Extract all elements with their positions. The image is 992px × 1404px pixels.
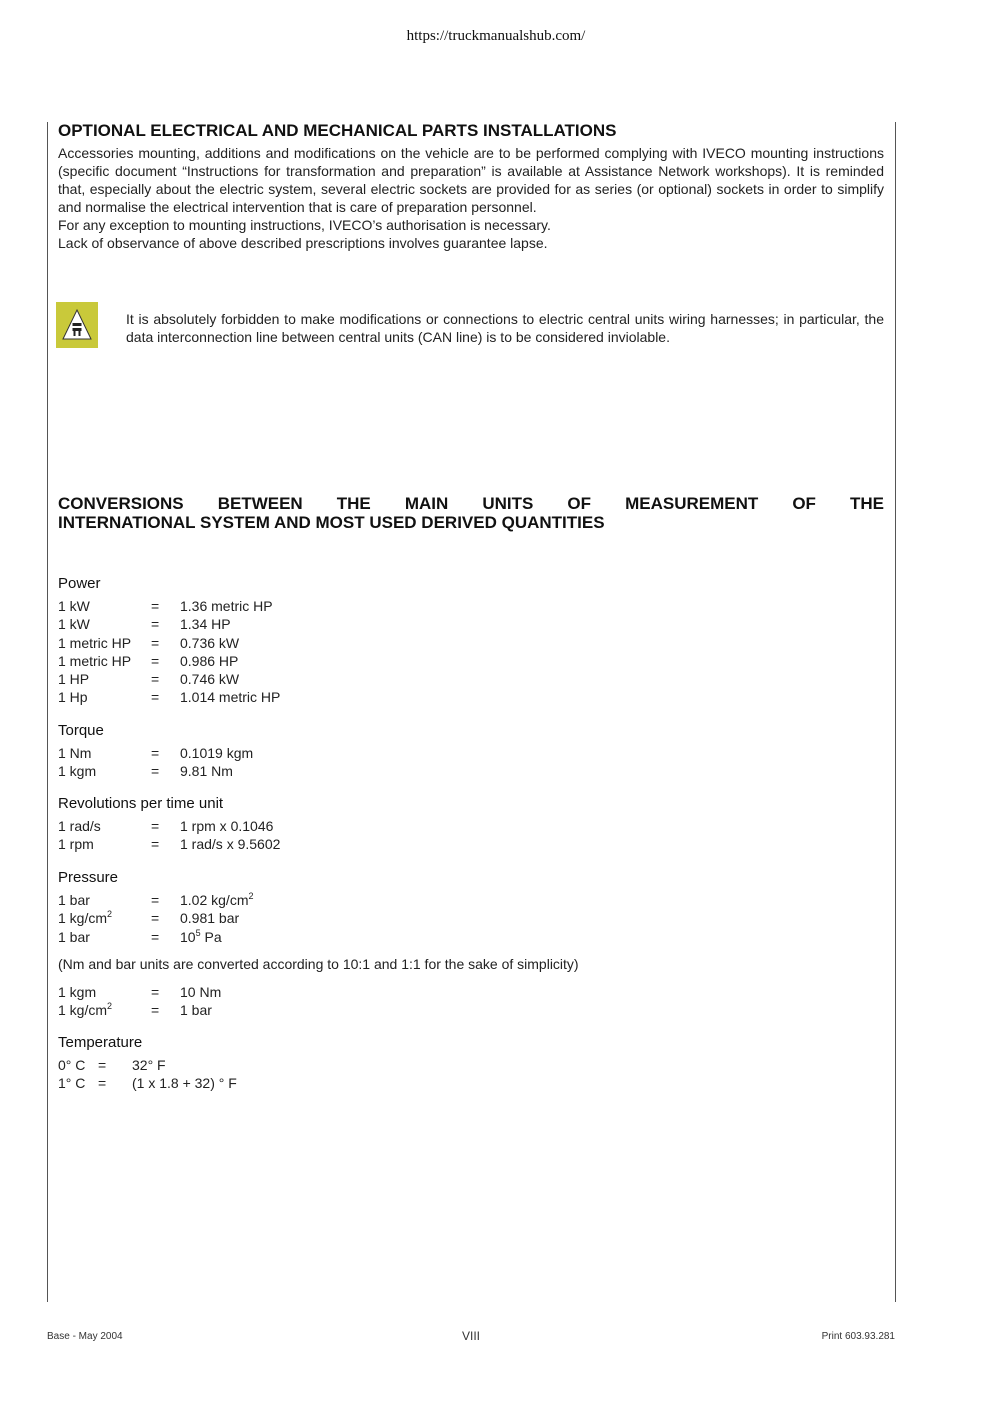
right-value: 0.986 HP <box>180 652 239 669</box>
conversion-row <box>58 615 280 633</box>
page-number: VIII <box>461 1329 480 1343</box>
equals-sign: = <box>151 763 160 780</box>
section-title-line: CONVERSIONS BETWEEN THE MAIN UNITS OF MEASUREMENT OF THE <box>58 494 884 513</box>
left-unit: 1 $kg/cm^2$ <box>58 909 113 927</box>
equals-sign: = <box>151 745 160 761</box>
conversion-row <box>58 634 280 652</box>
left-unit: 1 kgm <box>58 763 97 780</box>
right-margin-rule <box>895 122 896 1302</box>
source-url[interactable]: https://truckmanualshub.com/ <box>406 28 586 44</box>
conversion-row <box>58 762 253 780</box>
temperature-table <box>58 1056 237 1093</box>
right-value: 1 rad/s x 9.5602 <box>180 836 281 853</box>
footer-edition: Base - May 2004 <box>47 1331 123 1342</box>
left-unit: 1 bar <box>58 928 90 945</box>
left-unit: 1 kW <box>58 598 90 614</box>
simplified-table <box>58 983 221 1020</box>
conversion-row <box>58 688 280 706</box>
right-value: 1 rpm x 0.1046 <box>180 818 274 834</box>
left-unit: 0° C <box>58 1057 86 1073</box>
conversion-row <box>58 909 254 927</box>
right-value: 10 Nm <box>180 984 222 1000</box>
section-title-line: INTERNATIONAL SYSTEM AND MOST USED DERIVED QUANTITIES <box>58 513 605 532</box>
torque-heading: Torque <box>58 722 104 739</box>
equals-sign: = <box>151 818 160 834</box>
right-value: $10^5$ Pa <box>180 927 222 945</box>
footer-print-code: Print 603.93.281 <box>821 1331 895 1342</box>
left-unit: 1 kgm <box>58 984 97 1000</box>
equals-sign: = <box>151 984 160 1000</box>
pressure-table <box>58 891 254 946</box>
conversion-row <box>58 1074 237 1092</box>
paragraph: Accessories mounting, additions and modifications on the vehicle are to be performed complying with IVECO mounting instructions (specific document “Instructions for transformation and preparation” is available at Assistance Network workshops). It is reminded that, especially about the electric system, several electric sockets are provided for as series (or optional) sockets in order to simplify and normalise the electrical intervention that is care of preparation personnel. <box>58 145 884 215</box>
right-value: 9.81 Nm <box>180 763 233 780</box>
right-value: 0.736 kW <box>180 634 240 651</box>
warning-sign-icon <box>56 302 98 348</box>
section-title-conversions <box>58 494 884 532</box>
equals-sign: = <box>151 689 160 706</box>
revolutions-heading: Revolutions per time unit <box>58 795 224 812</box>
warning-text: It is absolutely forbidden to make modifications or connections to electric central units wiring harnesses; in particular, the data interconnection line between central units (CAN line) is to be considered inviolable. <box>126 311 884 345</box>
equals-sign: = <box>151 598 160 614</box>
left-margin-rule <box>47 122 48 1302</box>
equals-sign: = <box>151 652 160 669</box>
conversion-row <box>58 835 280 853</box>
conversion-row <box>58 928 254 946</box>
superscript: 5 <box>195 927 201 938</box>
conversion-row <box>58 744 253 762</box>
superscript: 2 <box>107 909 113 920</box>
power-table <box>58 597 280 707</box>
conversion-row <box>58 597 280 615</box>
equals-sign: = <box>98 1075 107 1092</box>
conversion-note: (Nm and bar units are converted according to 10:1 and 1:1 for the sake of simplicity) <box>58 956 579 972</box>
conversion-row <box>58 891 254 909</box>
section-body-optional-installations <box>58 144 884 252</box>
power-heading: Power <box>58 575 101 592</box>
right-value: 1.014 metric HP <box>180 689 281 706</box>
left-unit: 1 $kg/cm^2$ <box>58 1001 113 1019</box>
conversion-row <box>58 652 280 670</box>
equals-sign: = <box>151 1002 160 1019</box>
equals-sign: = <box>98 1057 107 1073</box>
right-value: 1.02 $kg/cm^2$ <box>180 891 254 908</box>
equals-sign: = <box>151 928 160 945</box>
left-unit: 1 HP <box>58 671 90 688</box>
left-unit: 1 metric HP <box>58 652 132 669</box>
left-unit: 1 kW <box>58 616 90 633</box>
conversion-row <box>58 983 221 1001</box>
temperature-heading: Temperature <box>58 1034 143 1051</box>
conversion-row <box>58 1001 221 1019</box>
conversion-row <box>58 670 280 688</box>
section-title-optional-installations: OPTIONAL ELECTRICAL AND MECHANICAL PARTS INSTALLATIONS <box>58 121 617 140</box>
right-value: 32° F <box>132 1057 166 1073</box>
superscript: 2 <box>107 1001 113 1012</box>
equals-sign: = <box>151 616 160 633</box>
left-unit: 1 bar <box>58 892 90 908</box>
conversion-row <box>58 817 280 835</box>
right-value: 0.981 bar <box>180 910 240 927</box>
right-value: 1.34 HP <box>180 616 231 633</box>
right-value: 1 bar <box>180 1002 212 1019</box>
conversion-row <box>58 1056 237 1074</box>
equals-sign: = <box>151 634 160 651</box>
torque-table <box>58 744 253 781</box>
left-unit: 1 rpm <box>58 836 94 853</box>
revolutions-table <box>58 817 280 854</box>
equals-sign: = <box>151 671 160 688</box>
paragraph: For any exception to mounting instructions, IVECO’s authorisation is necessary. <box>58 217 551 233</box>
left-unit: 1 Hp <box>58 689 88 706</box>
equals-sign: = <box>151 910 160 927</box>
right-value: 0.746 kW <box>180 671 240 688</box>
right-value: 1.36 metric HP <box>180 598 273 614</box>
equals-sign: = <box>151 892 160 908</box>
left-unit: 1° C <box>58 1075 86 1092</box>
left-unit: 1 metric HP <box>58 634 132 651</box>
paragraph: Lack of observance of above described prescriptions involves guarantee lapse. <box>58 235 548 251</box>
left-unit: 1 Nm <box>58 745 92 761</box>
right-value: (1 x 1.8 + 32) ° F <box>132 1075 237 1092</box>
left-unit: 1 rad/s <box>58 818 101 834</box>
equals-sign: = <box>151 836 160 853</box>
superscript: 2 <box>248 891 254 901</box>
pressure-heading: Pressure <box>58 869 119 886</box>
right-value: 0.1019 kgm <box>180 745 254 761</box>
